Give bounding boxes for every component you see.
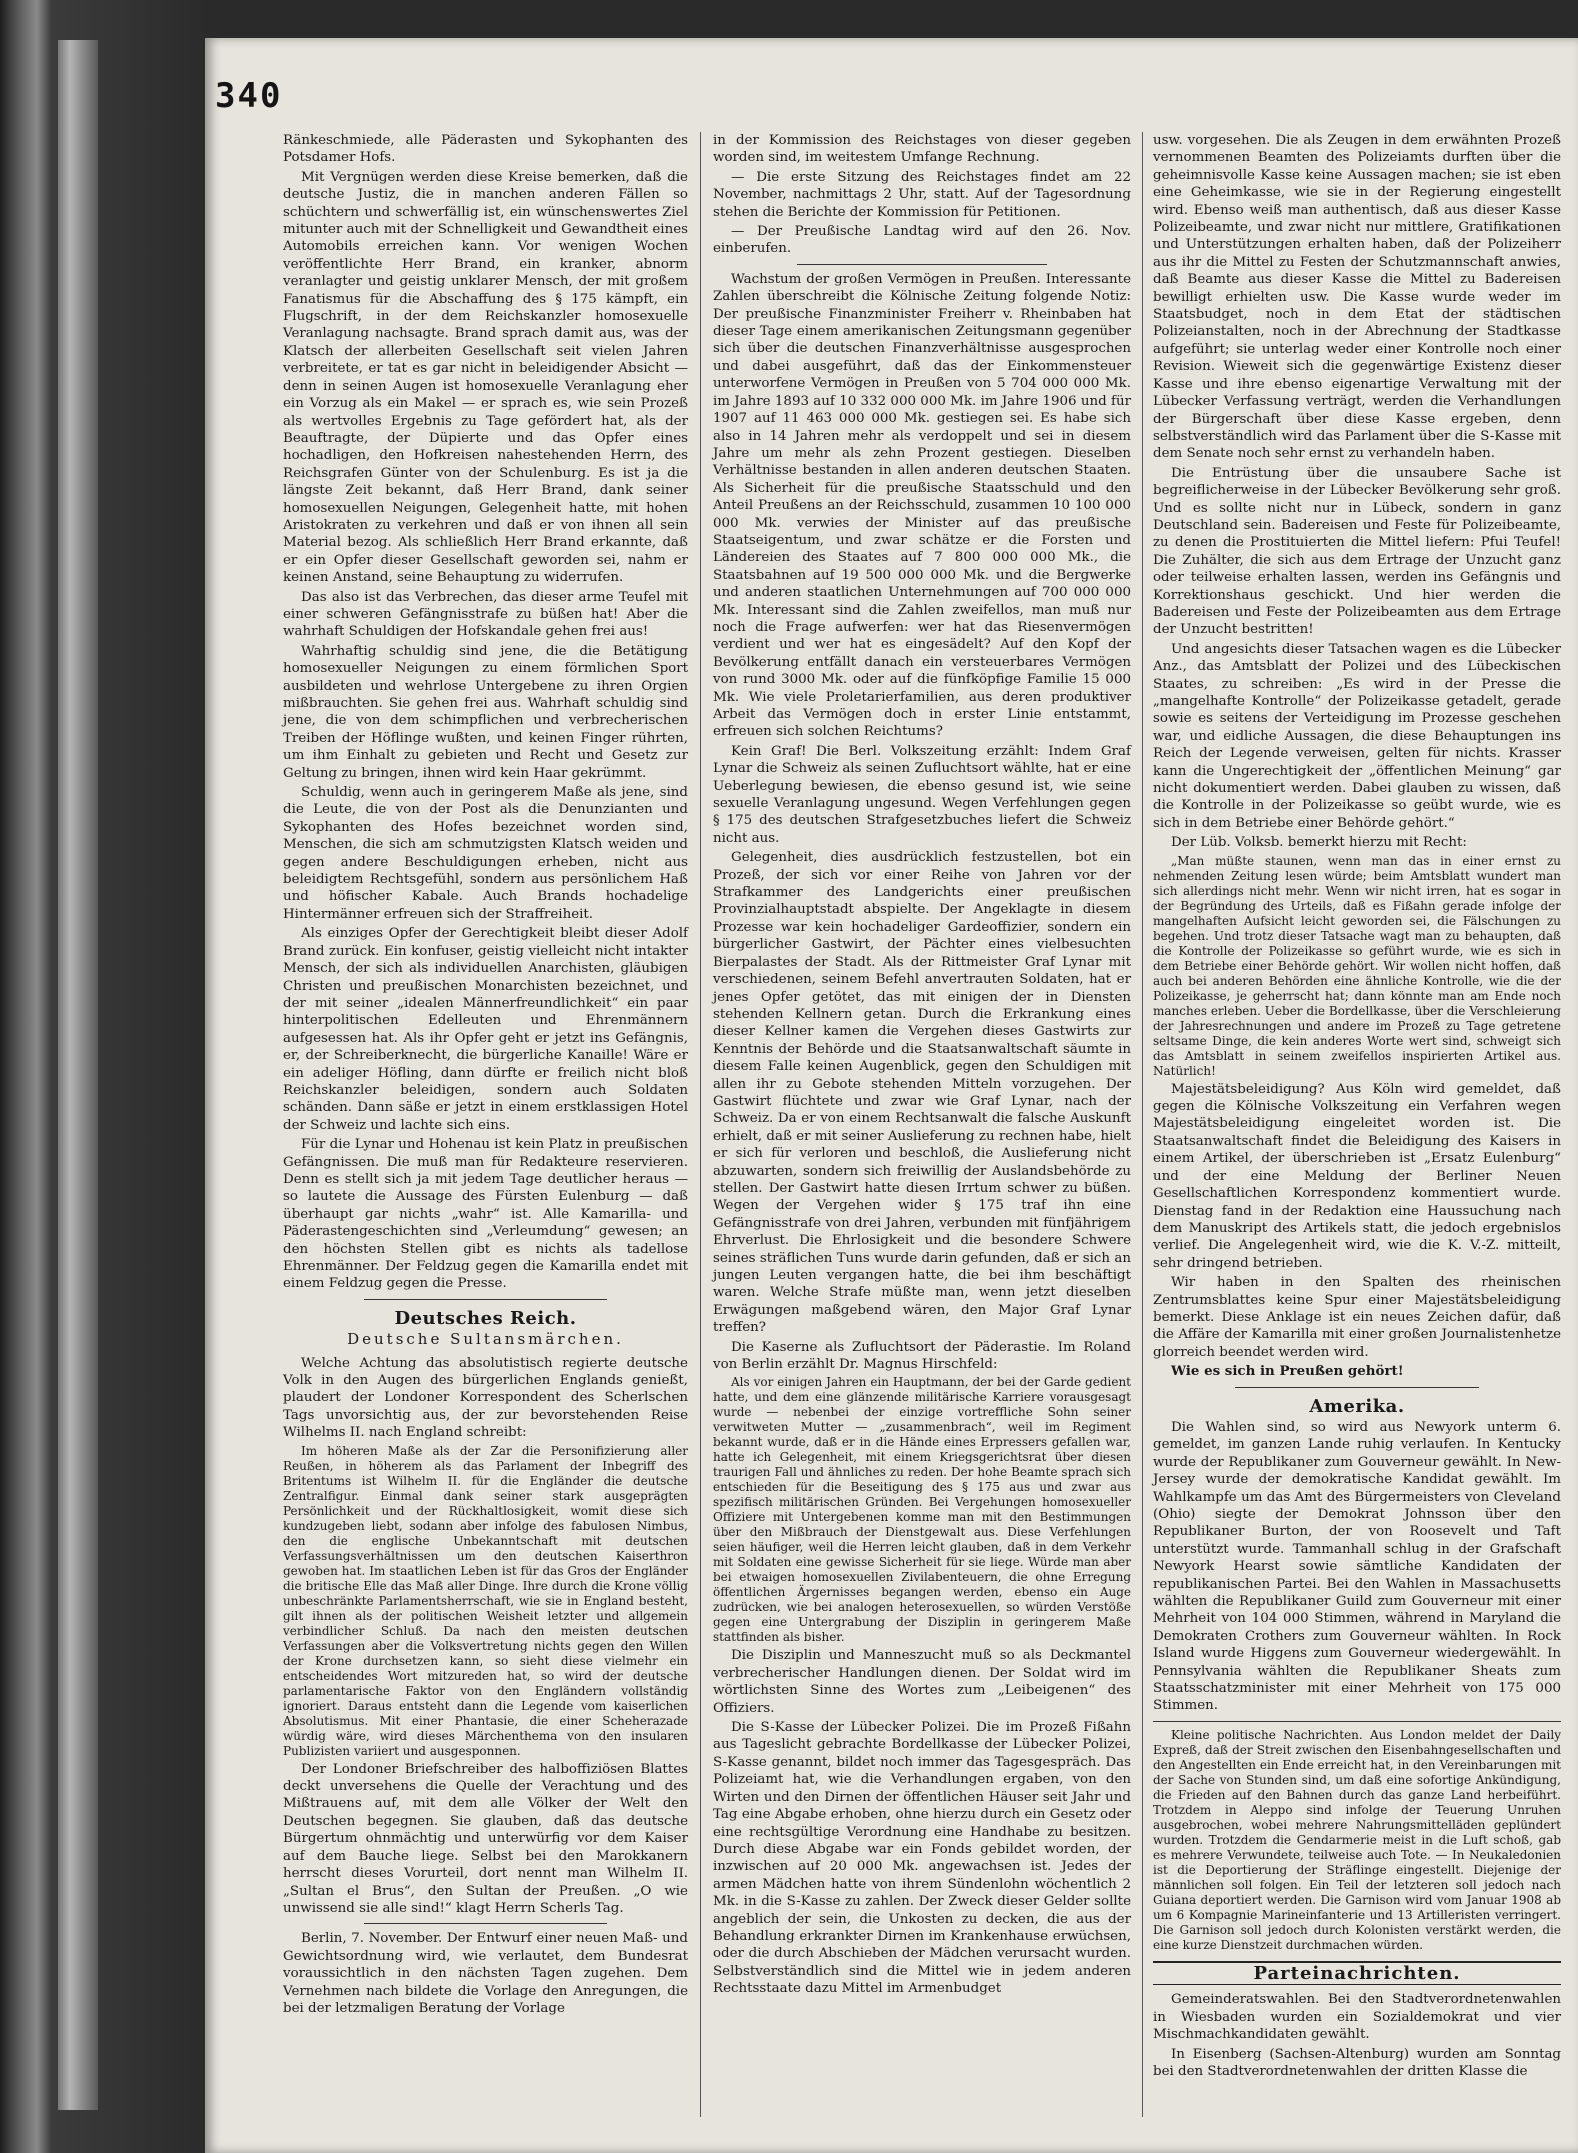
paragraph: Und angesichts dieser Tatsachen wagen es die Lübecker Anz., das Amtsblatt der Polizei und des Lübeckischen Staates, zu schreiben: „Es wird in der Presse die „mangelhafte Kontrolle“ der Polizeikasse getadelt, gerade sowie es seitens der Verteidigung im Prozesse geschehen war, und eidliche Aussagen, die diese Behauptungen ins Reich der Legende verweisen, gelten für nichts. Krasser kann die Ungerechtigkeit der „öffentlichen Meinung“ gar nicht dokumentiert werden. Dabei glauben zu wissen, daß die Kontrolle in der Polizeikasse so geübt wurde, wie es sich in dem Betriebe einer Behörde gehört.“	[1153, 641, 1561, 831]
column-rule	[1142, 132, 1143, 2117]
section-divider	[1235, 1387, 1480, 1388]
paragraph: Gelegenheit, dies ausdrücklich festzustellen, bot ein Prozeß, der sich vor einer Reihe von Jahren vor der Strafkammer des Landgerichts einer preußischen Provinzialhauptstadt abspielte. Der Angeklagte in diesem Prozesse war kein hochadeliger Gardeoffizier, sondern ein bürgerlicher Gastwirt, der Pächter eines vielbesuchten Bierpalastes der Stadt. Als der Rittmeister Graf Lynar mit verschiedenen, seinem Befehl anvertrauten Soldaten, hat er jenes Opfer getötet, das mit einigen der in Diensten stehenden Kellnern getan. Durch die Erkrankung eines dieser Kellner kamen die Vergehen dieses Gastwirts zur Kenntnis der Behörde und die Staatsanwaltschaft säumte in diesem Falle keinen Augenblick, gegen den Schuldigen mit allen ihr zu Gebote stehenden Mitteln vorzugehen. Der Gastwirt flüchtete und zwar wie Graf Lynar, nach der Schweiz. Da er von einem Rechtsanwalt die falsche Auskunft erhielt, daß er mit seiner Auslieferung zu rechnen habe, hielt er sich für verloren und beschloß, die Auslieferung nicht abzuwarten, sondern sich freiwillig der Auslandsbehörde zu stellen. Der Gastwirt hatte diesen Irrtum schwer zu büßen. Wegen der Vergehen wider § 175 traf ihn eine Gefängnisstrafe von drei Jahren, verbunden mit fünfjährigem Ehrverlust. Die Ehrlosigkeit und die besondere Schwere seines sträflichen Tuns wurde darin gefunden, daß er sich an jungen Leuten vergangen hatte, die bei ihm beschäftigt waren. Welche Strafe müßte man, wenn jetzt dieselben Erwägungen maßgebend wären, den Major Graf Lynar treffen?	[713, 850, 1131, 1336]
column-2	[713, 132, 1131, 2000]
paragraph: usw. vorgesehen. Die als Zeugen in dem erwähnten Prozeß vernommenen Beamten des Polizeiamts durften über die geheimnisvolle Kasse keine Aussagen machen; sie ist eben eine Geheimkasse, wie sie in der Regierung eingestellt wird. Ebenso weiß man authentisch, daß aus dieser Kasse Polizeibeamte, und zwar nicht nur mittlere, Gratifikationen und Unterstützungen erhalten haben, daß der Polizeiherr aus ihr die Mittel zu Festen der Schutzmannschaft anwies, daß Beamte aus dieser Kasse die Mittel zu Badereisen bewilligt erhielten usw. Die Kasse wurde weder im Staatsbudget, noch in dem Etat der städtischen Polizeianstalten, noch in der Abrechnung der Stadtkasse aufgeführt; sie unterlag weder einer Kontrolle noch einer Revision. Wieweit sich die gegenwärtige Existenz dieser Kasse und ihre ebenso eigenartige Verwaltung mit der Lübecker Verfassung verträgt, werden die Verhandlungen der Bürgerschaft über diese Kasse ergeben, denn selbstverständlich wird das Parlament über die S-Kasse mit dem Senate noch sehr ernst zu verhandeln haben.	[1153, 133, 1561, 462]
column-1	[283, 132, 688, 2019]
paragraph: Kleine politische Nachrichten. Aus London meldet der Daily Expreß, daß der Streit zwischen den Eisenbahngesellschaften und den Angestellten ein Ende erreicht hat, in den Vereinbarungen mit der Sache von Stunden sind, um daß eine sofortige Ankündigung, die Frieden auf den Bahnen durch das ganze Land herbeiführt. Trotzdem in Aleppo sind infolge der Teuerung Unruhen ausgebrochen, wobei mehrere Nahrungsmittelläden geplündert wurden. Trotzdem die Gendarmerie meist in die Luft schoß, gab es mehrere Verwundete, teilweise auch Tote. — In Neukaledonien ist die Deportierung der Sträflinge eingestellt. Diejenige der männlichen soll folgen. Ein Teil der letzteren soll jedoch nach Guiana deportiert werden. Die Garnison wird vom Januar 1908 ab um 6 Kompagnie Marineinfanterie und 13 Artilleristen verringert. Die Garnison soll jedoch durch Kolonisten verstärkt werden, die eine kurze Dienstzeit durchmachen würden.	[1153, 1727, 1561, 1952]
section-heading-reich: Deutsches Reich.	[394, 1307, 577, 1329]
section-heading-amerika: Amerika.	[1309, 1395, 1405, 1417]
paragraph: Gemeinderatswahlen. Bei den Stadtverordnetenwahlen in Wiesbaden wurden ein Sozialdemokrat und vier Mischmachkandidaten gewählt.	[1153, 1992, 1561, 2043]
paragraph: Der Londoner Briefschreiber des halboffiziösen Blattes deckt unversehens die Quelle der Verachtung und des Mißtrauens auf, mit dem alle Völker der Welt den Deutschen begegnen. Sie glauben, daß das deutsche Bürgertum ohnmächtig und unterwürfig vor dem Kaiser auf dem Bauche liege. Selbst bei den Marokkanern herrscht dieses Vorurteil, dort nennt man Wilhelm II. „Sultan el Brus“, den Sultan der Preußen. „O wie unwissend sie alle sind!“ klagt Herrn Scherls Tag.	[283, 1761, 688, 1916]
newspaper-page	[205, 38, 1578, 2153]
paragraph: Berlin, 7. November. Der Entwurf einer neuen Maß- und Gewichtsordnung wird, wie verlautet, dem Bundesrat voraussichtlich in den nächsten Tagen zugehen. Dem Vernehmen nach bildete die Vorlage den Anregungen, die bei der letzmaligen Beratung der Vorlage	[283, 1931, 688, 2016]
paragraph: Die S-Kasse der Lübecker Polizei. Die im Prozeß Fißahn aus Tageslicht gebrachte Bordellkasse der Lübecker Polizei, S-Kasse genannt, bildet noch immer das Tagesgespräch. Das Polizeiamt hat, wie die Verhandlungen ergaben, von den Wirten und den Dirnen der öffentlichen Häuser seit Jahr und Tag eine Abgabe erhoben, ohne hierzu durch ein Gesetz oder eine rechtsgültige Verordnung eine Handhabe zu besitzen. Durch diese Abgabe war ein Fonds gebildet worden, der inzwischen auf 20 000 Mk. angewachsen ist. Jedes der armen Mädchen hatte von ihrem Sündenlohn wöchentlich 2 Mk. in die S-Kasse zu zahlen. Der Zweck dieser Gelder sollte angeblich der sein, die Unkosten zu decken, die aus der Behandlung erkrankter Dirnen im Krankenhause erwüchsen, oder die durch Abschieben der Mädchen verursacht wurden. Selbstverständlich sind die Mittel wie in jedem anderen Rechtsstaate dazu Mittel im Armenbudget	[713, 1720, 1131, 1997]
paragraph: Welche Achtung das absolutistisch regierte deutsche Volk in den Augen des bürgerlichen Englands genießt, plaudert der Londoner Korrespondent des Scherlschen Tags unvorsichtig aus, der zur bevorstehenden Reise Wilhelms II. nach England schreibt:	[283, 1355, 688, 1441]
paragraph: Die Kaserne als Zufluchtsort der Päderastie. Im Roland von Berlin erzählt Dr. Magnus Hirschfeld:	[713, 1339, 1131, 1373]
paragraph: Ränkeschmiede, alle Päderasten und Sykophanten des Potsdamer Hofs.	[283, 133, 688, 166]
section-divider	[364, 1299, 607, 1300]
paragraph: Wir haben in den Spalten des rheinischen Zentrumsblattes keine Spur einer Majestätsbeleidigung bemerkt. Diese Anklage ist ein neues Zeichen dafür, daß die Affäre der Kamarilla mit einer großen Journalistenhetze glorreich beendet werden wird.	[1153, 1275, 1561, 1360]
article-title-sultansmaerchen: Deutsche Sultansmärchen.	[347, 1330, 624, 1349]
paragraph: Wachstum der großen Vermögen in Preußen. Interessante Zahlen überschreibt die Kölnische Zeitung folgende Notiz: Der preußische Finanzminister Freiherr v. Rheinbaben hat dieser Tage einem amerikanischen Zeitungsmann gegenüber sich über die deutschen Finanzverhältnisse ausgesprochen und dabei ausgeführt, daß das der Einkommensteuer unterworfene Vermögen in Preußen von 5 704 000 000 Mk. im Jahre 1893 auf 10 332 000 000 Mk. im Jahre 1906 und für 1907 auf 11 463 000 000 Mk. gestiegen sei. Es habe sich also in 14 Jahren mehr als verdoppelt und sei in diesem Jahre um mehr als zehn Prozent gestiegen. Dieselben Verhältnisse bestanden in allen anderen deutschen Staaten. Als Sicherheit für die preußische Staatsschuld und den Anteil Preußens an der Reichsschuld, zusammen 10 100 000 000 Mk. verwies der Minister auf das preußische Staatseigentum, und zwar schätze er die Forsten und Ländereien des Staates auf 7 800 000 000 Mk., die Staatsbahnen auf 19 500 000 000 Mk. und die Bergwerke und anderen staatlichen Unternehmungen auf 700 000 000 Mk. Interessant sind die Zahlen zweifellos, man muß nur noch die Frage aufwerfen: wer hat das Riesenvermögen verdient und wer hat es eingesädelt? Auf den Kopf der Bevölkerung entfällt danach ein versteuerbares Vermögen von rund 3000 Mk. oder auf die fünfköpfige Familie 15 000 Mk. Wie viele Proletarierfamilien, aus deren produktiver Arbeit das Vermögen doch in erster Linie entstammt, erfreuen sich solchen Reichtums?	[713, 271, 1131, 740]
paragraph: Schuldig, wenn auch in geringerem Maße als jene, sind die Leute, die von der Post als die Denunzianten und Sykophanten des Hofes bezeichnet worden sind, Menschen, die sich am schmutzigsten Klatsch weiden und gegen andere Beschuldigungen erheben, nicht aus beleidigtem Rechtsgefühl, sondern aus persönlichem Haß und höfischer Kabale. Auch Brands hochadelige Hintermänner erfreuen sich der Straffreiheit.	[283, 785, 688, 922]
paragraph: Wahrhaftig schuldig sind jene, die die Betätigung homosexueller Neigungen zu einem förmlichen Sport ausbildeten und wehrlose Untergebene zu ihren Orgien mißbrauchten. Sie gehen frei aus. Wahrhaft schuldig sind jene, die von dem schimpflichen und verbrecherischen Treiben der Höflinge wußten, und keinen Finger rührten, um ihm Einhalt zu gebieten und Recht und Gesetz zur Geltung zu bringen, ihnen wird kein Haar gekrümmt.	[283, 643, 688, 781]
binding-edge	[58, 40, 98, 2110]
paragraph: Majestätsbeleidigung? Aus Köln wird gemeldet, daß gegen die Kölnische Volkszeitung ein Verfahren wegen Majestätsbeleidigung eingeleitet worden ist. Die Staatsanwaltschaft findet die Beleidigung des Kaisers in einem Artikel, der überschrieben ist „Ersatz Eulenburg“ und der eine Meldung der Berliner Neuen Gesellschaftlichen Korrespondenz kommentiert wurde. Dienstag fand in der Redaktion eine Haussuchung nach dem Manuskript des Artikels statt, die jedoch ergebnislos verlief. Die Angelegenheit wird, wie die K. V.-Z. mitteilt, sehr dringend betrieben.	[1153, 1081, 1561, 1271]
paragraph: Für die Lynar und Hohenau ist kein Platz in preußischen Gefängnissen. Die muß man für Redakteure reservieren. Denn es stellt sich ja mit jedem Tage deutlicher heraus — so lautete die Aussage des Fürsten Eulenburg — daß überhaupt gar nichts „wahr“ ist. Alle Kamarilla- und Päderastengeschichten sind „Verleumdung“ gewesen; an den höchsten Stellen gibt es nichts als tadellose Ehrenmänner. Der Feldzug gegen die Kamarilla endet mit einem Feldzug gegen die Presse.	[283, 1137, 688, 1292]
quoted-paragraph: Als vor einigen Jahren ein Hauptmann, der bei der Garde gedient hatte, und dem eine glänzende militärische Karriere vorausgesagt wurde — nebenbei der einzige vortreffliche Sohn seiner verwitweten Mutter — „zusammenbrach“, weil im Regiment bekannt wurde, daß er in die Hände eines Erpressers gefallen war, hatte ich Gelegenheit, mit einem Kriegsgerichtsrat über diesen traurigen Fall und ähnliches zu reden. Der hohe Beamte sprach sich entschieden für die Beseitigung des § 175 aus und zwar aus spezifisch militärischen Gründen. Bei Vergehungen homosexueller Offiziere mit Untergebenen komme man mit den Bestimmungen über den Mißbrauch der Dienstgewalt aus. Diese Verfehlungen seien häufiger, weil die Herren leicht glauben, daß in dem Verkehr mit Soldaten eine gewisse Sicherheit für sie liege. Würde man aber bei etwaigen homosexuellen Zivilabenteuern, die ohne Erregung öffentlichen Ärgernisses begangen werden, ebenso ein Auge zudrücken, wie bei analogen heterosexuellen, so würden Verstöße gegen eine Untergrabung der Disziplin in geringerem Maße stattfinden als bisher.	[713, 1375, 1131, 1645]
paragraph: Die Entrüstung über die unsaubere Sache ist begreiflicherweise in der Lübecker Bevölkerung sehr groß. Und es sollte nicht nur in Lübeck, sondern in ganz Deutschland sein. Badereisen und Feste für Polizeibeamte, zu denen die Prostituierten die Mittel liefern: Pfui Teufel! Die Zuhälter, die sich aus dem Ertrage der Unzucht ganz oder teilweise erhalten lassen, werden ins Gefängnis und Korrektionshaus geschickt. Und hier werden die Badereisen und Feste der Polizeibeamten aus dem Ertrage der Unzucht bestritten!	[1153, 465, 1561, 638]
paragraph: Das also ist das Verbrechen, das dieser arme Teufel mit einer schweren Gefängnisstrafe zu büßen hat! Aber die wahrhaft Schuldigen der Hofskandale gehen frei aus!	[283, 589, 688, 640]
paragraph: Mit Vergnügen werden diese Kreise bemerken, daß die deutsche Justiz, die in manchen anderen Fällen so schüchtern und schwerfällig ist, ein wünschenswertes Ziel mitunter auch mit der Schnelligkeit und Gewandtheit eines Automobils erreichen kann. Vor wenigen Wochen veröffentlichte Herr Brand, ein kranker, abnorm veranlagter und geistig unklarer Mensch, der mit großem Fanatismus für die Abschaffung des § 175 kämpft, ein Flugschrift, in der dem Reichskanzler homosexuelle Veranlagung nachsagte. Brand sprach damit aus, was der Klatsch der allerbeiten Gesellschaft seit vielen Jahren verbreitete, er tat es gar nicht in beleidigender Absicht — denn in seinen Augen ist homosexuelle Veranlagung eher ein Vorzug als ein Makel — er sprach es, wie sein Prozeß als wertvolles Ergebnis zu Tage gefördert hat, als der Beauftragte, der Düpierte und das Opfer eines hochadligen, den Hofkreisen nahestehenden Herrn, des Reichsgrafen Günter von der Schulenburg. Es ist ja die längste Zeit bekannt, daß Herr Brand, dank seiner homosexuellen Neigungen, Gelegenheit hatte, mit hohen Aristokraten zu verkehren und daß er von ihnen all sein Material bezog. Als schließlich Herr Brand erkannte, daß er ein Opfer dieser Gesellschaft geworden sei, nahm er keinen Anstand, seine Behauptung zu widerrufen.	[283, 169, 688, 586]
paragraph: Wie es sich in Preußen gehört!	[1171, 1363, 1404, 1380]
quoted-paragraph: Im höheren Maße als der Zar die Personifizierung aller Reußen, in höherem als das Parlament der Inbegriff des Britentums ist Wilhelm II. für die Engländer die deutsche Zentralfigur. Einmal dank seiner stark ausgeprägten Persönlichkeit und der Rückhaltlosigkeit, womit diese sich kundzugeben liebt, sodann aber infolge des fabulosen Nimbus, den die englische Unbekanntschaft mit deutschen Verfassungsverhältnissen um den deutschen Kaiserthron gewoben hat. Im staatlichen Leben ist für das Gros der Engländer die britische Elle das Maß aller Dinge. Ihre durch die Krone völlig unbeschränkte Parlamentsherrschaft, wie sie in England besteht, gilt ihnen als der politischen Weisheit letzter und allgemein verbindlicher Schluß. Da nach den meisten deutschen Verfassungen aber die Volksvertretung nichts gegen den Willen der Krone durchsetzen kann, so sieht diese vielmehr ein entscheidendes Wort mitzureden hat, so wird der deutsche parlamentarische Faktor von den Engländern vollständig ignoriert. Daraus entsteht dann die Legende vom kaiserlichen Absolutismus. Mit einer Phantasie, die einer Scheherazade würdig wäre, wird dieses Märchenthema von den insularen Publizisten variiert und ausgesponnen.	[283, 1443, 688, 1758]
paragraph: Der Lüb. Volksb. bemerkt hierzu mit Recht:	[1171, 835, 1467, 851]
book-binding	[0, 0, 205, 2153]
paragraph: in der Kommission des Reichstages von dieser gegeben worden sind, im weitestem Umfange Rechnung.	[713, 133, 1131, 166]
section-heading-parteinachrichten: Parteinachrichten.	[1153, 1961, 1561, 1985]
page-number: 340	[215, 76, 283, 116]
section-divider	[364, 1923, 607, 1924]
section-divider	[1153, 1721, 1561, 1722]
paragraph: Als einziges Opfer der Gerechtigkeit bleibt dieser Adolf Brand zurück. Ein konfuser, geistig vielleicht nicht intakter Mensch, der sich als individuellen Anarchisten, gläubigen Christen und preußischen Monarchisten bezeichnet, und der mit seiner „idealen Männerfreundlichkeit“ ein paar hinterpolitischen Edelleuten und Ehrenmännern aufgesessen hat. Als ihr Opfer geht er jetzt ins Gefängnis, er, der Schreiberknecht, die bürgerliche Kanaille! Wäre er ein adeliger Höfling, dann dürfte er freilich nicht bloß Reichskanzler beleidigen, sondern auch Soldaten schänden. Dann säße er jetzt in einem erstklassigen Hotel der Schweiz und lachte sich eins.	[283, 926, 688, 1133]
paragraph: Kein Graf! Die Berl. Volkszeitung erzählt: Indem Graf Lynar die Schweiz als seinen Zufluchtsort wählte, hat er eine Ueberlegung bewiesen, die ebenso gesund ist, wie seine sexuelle Veranlagung ungesund. Wegen Verfehlungen gegen § 175 des deutschen Strafgesetzbuches liefert die Schweiz nicht aus.	[713, 743, 1131, 846]
column-3	[1153, 132, 1561, 2082]
paragraph: Die Disziplin und Manneszucht muß so als Deckmantel verbrecherischer Handlungen dienen. Der Soldat wird im wörtlichsten Sinne des Wortes zum „Leibeigenen“ des Offiziers.	[713, 1648, 1131, 1716]
paragraph: Die Wahlen sind, so wird aus Newyork unterm 6. gemeldet, im ganzen Lande ruhig verlaufen. In Kentucky wurde der Republikaner zum Gouverneur gewählt. In New-Jersey wurde der demokratische Kandidat gewählt. Im Wahlkampfe um das Amt des Bürgermeisters von Cleveland (Ohio) siegte der Demokrat Johnsson über den Republikaner Burton, der von Roosevelt und Taft unterstützt wurde. Tammanhall schlug in der Grafschaft Newyork Hearst sowie sämtliche Kandidaten der republikanischen Partei. Bei den Wahlen in Massachusetts wählten die Republikaner Guild zum Gouverneur mit einer Mehrheit von 104 000 Stimmen, während in Maryland die Demokraten Crothers zum Gouverneur wählten. In Rock Island wurde Higgens zum Gouverneur wiedergewählt. In Pennsylvania wählten die Republikaner Sheats zum Staatsschatzminister mit einer Mehrheit von 175 000 Stimmen.	[1153, 1419, 1561, 1714]
quoted-paragraph: „Man müßte staunen, wenn man das in einer ernst zu nehmenden Zeitung lesen würde; beim Amtsblatt wundert man sich allerdings nicht mehr. Wenn wir nicht irren, hat es sogar in der Begründung des Urteils, daß es Fißahn gerade infolge der mangelhaften Aufsicht leicht geworden sei, die Fälschungen zu begehen. Und trotz dieser Tatsache wagt man zu behaupten, daß die Kontrolle der Polizeikasse so geführt wurde, wie es sich in dem Betriebe einer Behörde gehört. Wir wollen nicht hoffen, daß auch bei anderen Behörden eine ähnliche Kontrolle, wie die der Polizeikasse, je geherrscht hat; dann könnte man am Ende noch manches erleben. Ueber die Bordellkasse, über die Verschleierung der Jahresrechnungen und andere im Prozeß zu Tage getretene seltsame Dinge, die kein anderes Worte wert sind, schweigt sich das Amtsblatt in seinem zweifellos inspirierten Artikel aus. Natürlich!	[1153, 853, 1561, 1078]
paragraph: In Eisenberg (Sachsen-Altenburg) wurden am Sonntag bei den Stadtverordnetenwahlen der dritten Klasse die	[1153, 2046, 1561, 2079]
section-divider	[797, 264, 1048, 265]
paragraph: — Die erste Sitzung des Reichstages findet am 22 November, nachmittags 2 Uhr, statt. Auf der Tagesordnung stehen die Berichte der Kommission für Petitionen.	[713, 169, 1131, 220]
column-rule	[700, 132, 701, 2117]
paragraph: — Der Preußische Landtag wird auf den 26. Nov. einberufen.	[713, 224, 1131, 257]
